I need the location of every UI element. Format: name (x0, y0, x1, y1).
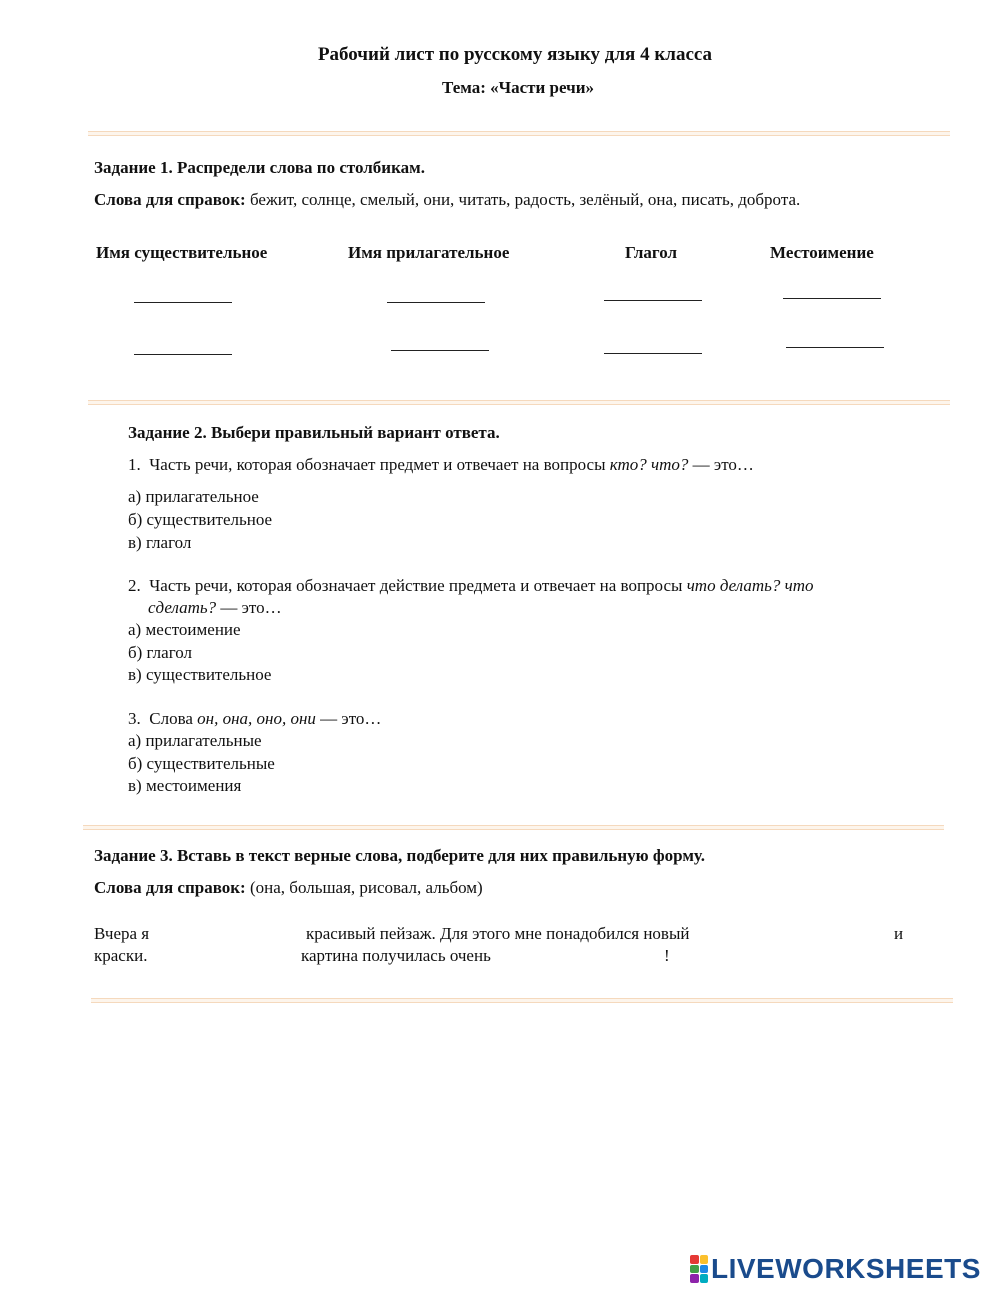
question-2-option-c[interactable]: в) существительное (128, 665, 272, 684)
question-1 (128, 455, 754, 475)
question-3-italic: он, она, оно, они (197, 709, 316, 728)
noun-answer-blank-2[interactable] (134, 354, 232, 355)
question-3-option-c[interactable]: в) местоимения (128, 776, 242, 795)
column-header-noun: Имя существительное (96, 243, 268, 262)
question-3-number: 3. (128, 709, 141, 728)
column-header-adjective: Имя прилагательное (348, 243, 510, 262)
task2-heading: Задание 2. Выбери правильный вариант ответа. (128, 423, 500, 442)
question-2-number: 2. (128, 576, 141, 595)
logo-text: LIVEWORKSHEETS (711, 1253, 981, 1284)
pronoun-answer-blank-1[interactable] (783, 298, 881, 299)
task1-ref-label: Слова для справок: (94, 190, 246, 209)
adjective-answer-blank-2[interactable] (391, 350, 489, 351)
fill-gap-2[interactable] (755, 924, 890, 944)
fill-text-line2-middle: картина получилась очень (301, 946, 491, 965)
task1-heading: Задание 1. Распредели слова по столбикам. (94, 158, 425, 177)
task3-heading: Задание 3. Вставь в текст верные слова, подберите для них правильную форму. (94, 846, 705, 865)
logo-block (700, 1255, 709, 1264)
question-2-tail: — это… (216, 598, 282, 617)
column-header-pronoun: Местоимение (770, 243, 874, 262)
logo-block (700, 1274, 709, 1283)
fill-text-line1-end: и (894, 924, 904, 943)
logo-block (690, 1265, 699, 1274)
task3-reference-words (94, 878, 483, 898)
question-1-text: Часть речи, которая обозначает предмет и отвечает на вопросы (149, 455, 610, 474)
question-3-tail: — это… (315, 709, 382, 728)
logo-block (690, 1255, 699, 1264)
fill-gap-1[interactable] (165, 924, 300, 944)
section-divider (83, 825, 944, 830)
task3-ref-list: (она, большая, рисовал, альбом) (245, 878, 483, 897)
question-1-tail: — это… (688, 455, 754, 474)
pronoun-answer-blank-2[interactable] (786, 347, 884, 348)
worksheet-title: Рабочий лист по русскому языку для 4 класса (317, 44, 713, 65)
adjective-answer-blank-1[interactable] (387, 302, 485, 303)
logo-block (690, 1274, 699, 1283)
section-divider (91, 998, 953, 1003)
question-1-option-b[interactable]: б) существительное (128, 510, 273, 529)
liveworksheets-logo (690, 1252, 981, 1286)
question-2-italic-2: сделать? (148, 598, 217, 617)
question-1-option-a[interactable]: а) прилагательное (128, 487, 259, 506)
question-1-option-c[interactable]: в) глагол (128, 533, 192, 552)
fill-text-line2-start: краски. (94, 946, 148, 965)
question-2-option-a[interactable]: а) местоимение (128, 620, 241, 639)
question-2-italic-1: что делать? что (686, 576, 814, 595)
question-2-option-b[interactable]: б) глагол (128, 643, 193, 662)
fill-gap-4[interactable] (527, 946, 659, 966)
column-header-verb: Глагол (625, 243, 678, 262)
verb-answer-blank-1[interactable] (604, 300, 702, 301)
question-3-option-b[interactable]: б) существительные (128, 754, 275, 773)
question-2 (128, 576, 814, 596)
task1-ref-list: бежит, солнце, смелый, они, читать, радость, зелёный, она, писать, доброта. (245, 190, 801, 209)
question-2-continuation (148, 598, 282, 618)
section-divider (88, 131, 950, 136)
verb-answer-blank-2[interactable] (604, 353, 702, 354)
task1-reference-words (94, 190, 800, 210)
question-3 (128, 709, 381, 729)
logo-block (700, 1265, 709, 1274)
noun-answer-blank-1[interactable] (134, 302, 232, 303)
question-2-text: Часть речи, которая обозначает действие предмета и отвечает на вопросы (149, 576, 687, 595)
fill-text-line2-end: ! (664, 946, 670, 965)
question-1-italic: кто? что? (609, 455, 689, 474)
worksheet-topic: Тема: «Части речи» (442, 78, 594, 97)
fill-text-line1-middle: красивый пейзаж. Для этого мне понадобился новый (306, 924, 690, 943)
logo-blocks-icon (690, 1255, 708, 1283)
question-3-option-a[interactable]: а) прилагательные (128, 731, 262, 750)
question-3-text: Слова (149, 709, 198, 728)
task3-ref-label: Слова для справок: (94, 878, 246, 897)
question-1-number: 1. (128, 455, 141, 474)
fill-text-line1-start: Вчера я (94, 924, 150, 943)
section-divider (88, 400, 950, 405)
fill-gap-3[interactable] (165, 946, 295, 966)
